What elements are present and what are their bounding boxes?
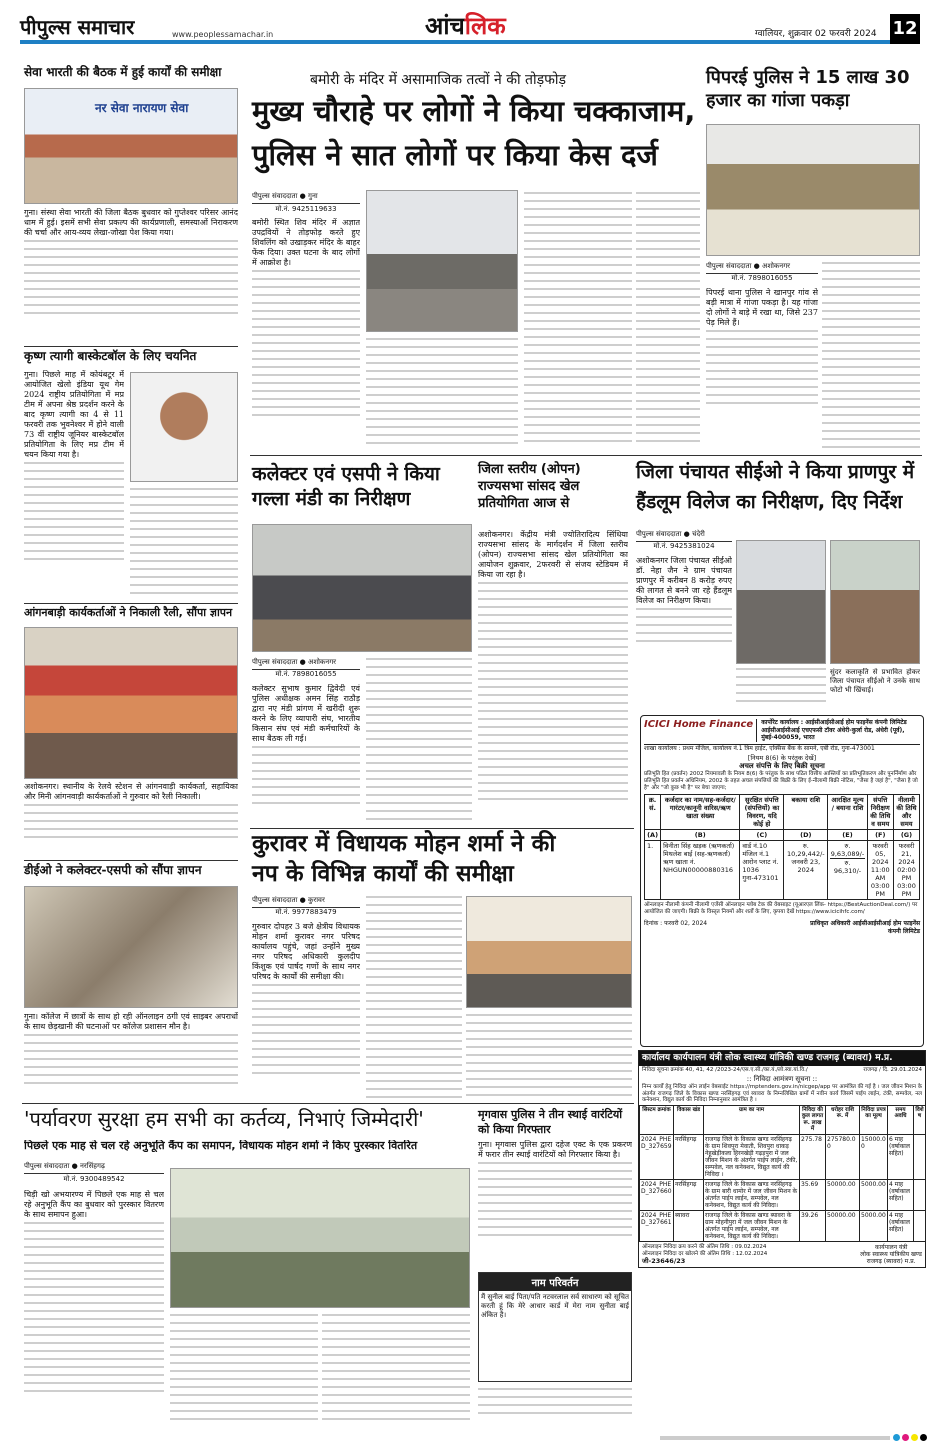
headline-krishna: कृष्ण त्यागी बास्केटबॉल के लिए चयनित xyxy=(24,349,197,363)
article-anganwadi-body: अशोकनगर। स्थानीय के रेलवे स्टेशन से आंगनवाड़ी कार्यकर्ता, सहायिका और मिनी आंगनवाड़ी कार्यकर्ताओं ने गुरुवार को रैली निकाली। xyxy=(24,782,238,858)
col-header: बकाया राशि xyxy=(784,794,828,829)
cell-borrower: विनीता सिंह खड़क (ऋणकर्ता) मिथलेश बाई (सह-ऋणकर्ता) ऋण खाता नं. NHGUN00000880316 xyxy=(661,840,740,899)
article-mrigwas-body: गुना। मृगवास पुलिस द्वारा दहेज एक्ट के एक प्रकरण में फरार तीन स्थाई वारंटियों को गिरफ्तार किया है। xyxy=(478,1140,632,1268)
mobile-paryavaran: मो.नं. 9300489542 xyxy=(63,1175,125,1183)
mobile-piprai: मो.नं. 7898016055 xyxy=(731,274,793,282)
mobile-mandi: मो.नं. 7898016055 xyxy=(275,670,337,678)
article-kurawar-text-col xyxy=(466,1014,632,1098)
cell-block: नरसिंहगढ़ xyxy=(674,1179,704,1210)
col-letter: (F) xyxy=(867,829,893,840)
article-kurawar-body: गुरुवार दोपहर 3 बजे क्षेत्रीय विधायक मोहन शर्मा कुरावर नगर परिषद कार्यालय पहुंचे, जहां उन्होंने मुख्य नगर परिषद अधिकारी कुलदीप किंशुक एवं पार्षद गणों के साथ नगर परिषद के कार्यों की समीक्षा की। xyxy=(252,922,360,1098)
article-paryavaran-text-col xyxy=(170,1314,318,1420)
cell-village: राजगढ़ जिले के विकास खण्ड नरसिंहगढ़ के ग्राम शिवपुरा मेवाती, शिवपुरा धाकड़ नेहूखेड़ीकला हिरनखेड़ी गढ़ड़पुरा में जल जीवन मिशन के अंतर्गत पाईप लाईन, टंकी, सम्पवेल, नल कनेक्शन, विद्युत कार्य की निविदा । xyxy=(704,1134,800,1179)
cell-sno: 1. xyxy=(645,840,661,899)
article-paryavaran-text-col xyxy=(322,1314,470,1420)
cell-emd: 275780.00 xyxy=(826,1134,860,1179)
tender-title: कार्यालय कार्यपालन यंत्री लोक स्वास्थ्य यांत्रिकी खण्ड राजगढ़ (ब्यावरा) म.प्र. xyxy=(639,1051,925,1066)
icici-footer: ऑनलाइन नीलामी कंपनी नीलामी एजेंसी ऑनलाइन ग्लोब टेक की वेबसाइट (यूआरएल लिंक- https://BestAuctionDeal.com/) पर आयोजित की जाएगी। बिक्री के विस्तृत नियमों और शर्तों के लिए, कृपया देखें https://www.icicihfc.com/ xyxy=(644,901,918,915)
byline-piprai: पीपुल्स संवाददाता ● अशोकनगर xyxy=(706,262,818,274)
naam-parivartan-title: नाम परिवर्तन xyxy=(479,1273,631,1291)
icici-signatory: प्राधिकृत अधिकारी आईसीआईसीआई होम फाइनेंस कंपनी लिमिटेड xyxy=(810,919,920,935)
cell-cost: 275.78 xyxy=(800,1134,826,1179)
article-pranpur-tail: सुंदर कलाकृति से प्रभावित होकर जिला पंचायत सीईओ ने उनके साथ फोटो भी खिंचाई। xyxy=(830,668,920,694)
article-paryavaran-body: चिड़ी खो अभयारण्य में पिछले एक माह से चल रहे अनुभूति कैंप का बुधवार को पुरस्कार वितरण के साथ समापन हुआ। xyxy=(24,1190,164,1420)
col-header: विकास खंड xyxy=(674,1105,704,1134)
col-header: निविदा प्रपत्र का मूल्य xyxy=(860,1105,888,1134)
divider xyxy=(250,455,922,456)
icici-auction-table xyxy=(644,794,920,900)
cell-remark xyxy=(914,1210,926,1241)
col-header: कर्जदार का नाम/सह-कर्जदार/गारंटर/कानूनी वारिस/ऋण खाता संख्या xyxy=(661,794,740,829)
header-rule xyxy=(20,40,890,44)
col-header: क्र. सं. xyxy=(645,794,661,829)
mobile-kurawar: मो.नं. 9977883479 xyxy=(275,908,337,916)
cell-remark xyxy=(914,1179,926,1210)
headline-pranpur-2: हैंडलूम विलेज का निरीक्षण, दिए निर्देश xyxy=(636,491,903,513)
divider xyxy=(24,603,238,604)
cell-fee: 5000.00 xyxy=(860,1179,888,1210)
byline-kurawar: पीपुल्स संवाददाता ● कुरावर xyxy=(252,896,360,908)
article-bamori-body: बमोरी स्थित शिव मंदिर में अज्ञात उपद्रवियों ने तोड़फोड़ करते हुए शिवलिंग को उखाड़कर मंदिर के बाहर फेंक दिया। उक्त घटना के बाद लोगों में आक्रोश है। xyxy=(252,218,360,446)
icici-rule: [नियम 8(6) के परंतुक देखें] xyxy=(747,753,817,762)
section-title xyxy=(425,13,506,39)
col-header: निविदा की कुल लागत रू. लाख में xyxy=(800,1105,826,1134)
photo-krishna-tyagi xyxy=(130,372,238,482)
table-row xyxy=(645,840,920,899)
tender-intro: निम्न कार्यों हेतु निविदा ऑन लाईन वेबसाईट https://mptenders.gov.in/nicgep/app पर आमंत्रित की गई है । जल जीवन मिशन के अंतर्गत राजगढ़ जिले के विकास खण्ड नरसिंहगढ़ एवं ब्यावरा के निम्नलिखित ग्रामों में नवीन कार्य जिसमें पाईप लाईन, टंकी, सम्पवेल, नल कनेक्शन, विद्युत कार्य की निविदा निम्नानुसार आमंत्रित है । xyxy=(642,1084,922,1103)
byline-paryavaran: पीपुल्स संवाददाता ● नरसिंहगढ़ xyxy=(24,1162,164,1174)
cell-village: राजगढ़ जिले के विकास खण्ड नरसिंहगढ़ के ग्राम बारी धामोर में जल जीवन मिशन के अंतर्गत पाईप लाईन, सम्पवेल, नल कनेक्शन, विद्युत कार्य की निविदा। xyxy=(704,1179,800,1210)
article-bamori-text-col xyxy=(366,338,518,444)
col-letter: (G) xyxy=(893,829,919,840)
cell-block: ब्यावरा xyxy=(674,1210,704,1241)
table-row xyxy=(640,1179,926,1210)
tender-date: राजगढ़ / दि. 29.01.2024 xyxy=(863,1067,922,1073)
photo-anubhuti-camp xyxy=(170,1168,470,1308)
naam-parivartan-box xyxy=(478,1272,632,1382)
col-header: सुरक्षित संपत्ति (संपत्तियों) का विवरण, यदि कोई हो xyxy=(740,794,784,829)
sign-1: कार्यपालन यंत्री xyxy=(875,1243,908,1251)
byline-mandi: पीपुल्स संवाददाता ● अशोकनगर xyxy=(252,658,360,670)
kicker-bamori: बमोरी के मंदिर में असामाजिक तत्वों ने की तोड़फोड़ xyxy=(310,72,567,88)
col-letter: (D) xyxy=(784,829,828,840)
mobile-pranpur: मो.नं. 9425381024 xyxy=(653,542,715,550)
table-row xyxy=(640,1210,926,1241)
headline-paryavaran: 'पर्यावरण सुरक्षा हम सभी का कर्तव्य, निभाएं जिम्मेदारी' xyxy=(24,1107,424,1131)
tender-notice xyxy=(638,1050,926,1268)
col-header: विशेष xyxy=(914,1105,926,1134)
article-pranpur-text-col xyxy=(736,668,826,706)
byline-pranpur: पीपुल्स संवाददाता ● चंदेरी xyxy=(636,530,732,542)
article-mandi-text-col xyxy=(366,658,472,822)
article-pranpur-body: अशोकनगर जिला पंचायत सीईओ डॉ. नेहा जैन ने ग्राम पंचायत प्राणपुर में करीबन 8 करोड़ रुपए की लागत से बनने जा रहे हैंडलूम विलेज का निरीक्षण किया। xyxy=(636,556,732,706)
icici-title: अचल संपत्ति के लिए बिक्री सूचना xyxy=(739,761,825,770)
col-letter: (B) xyxy=(661,829,740,840)
website-link[interactable]: www.peoplessamachar.in xyxy=(172,30,274,39)
article-piprai-body: पिपरई थाना पुलिस ने खानपुर गांव से बड़ी मात्रा में गांजा पकड़ा है। यह गांजा दो लोगों ने बाड़े में रखा था, जिसे 237 पेड़ मिले हैं। xyxy=(706,288,818,448)
divider xyxy=(250,828,634,829)
registration-dots xyxy=(893,1434,927,1441)
headline-pranpur-1: जिला पंचायत सीईओ ने किया प्राणपुर में xyxy=(636,461,915,483)
article-mandi-body: कलेक्टर सुभाष कुमार द्विवेदी एवं पुलिस अधीक्षक अमन सिंह राठौड़ द्वारा नए मंडी प्रांगण में खरीदी शुरू करने के लिए व्यापारी संघ, भारतीय किसान संघ एवं मंडी कर्मचारियों के साथ बैठक ली गई। xyxy=(252,684,360,822)
headline-seva: सेवा भारती की बैठक में हुई कार्यों की समीक्षा xyxy=(24,65,222,79)
headline-anganwadi: आंगनबाड़ी कार्यकर्ताओं ने निकाली रैली, सौंपा ज्ञापन xyxy=(24,606,233,619)
section-title-a: आंच xyxy=(425,12,465,40)
icici-date: दिनांक : फरवरी 02, 2024 xyxy=(644,919,708,927)
headline-bamori-1: मुख्य चौराहे पर लोगों ने किया चक्काजाम, xyxy=(252,94,696,128)
article-krishna-body: गुना। पिछले माह में कोयंबटूर में आयोजित खेलो इंडिया यूथ गेम 2024 राष्ट्रीय प्रतियोगिता में मप्र टीम में अपना श्रेष्ठ प्रदर्शन करने के बाद कृष्ण त्यागी का 4 से 11 फरवरी तक भुवनेश्वर में होने वाली 73 वीं राष्ट्रीय जूनियर बास्केटबॉल प्रतियोगिता के लिए मप्र टीम में चयन किया गया है। xyxy=(24,370,124,600)
subhead-paryavaran: पिछले एक माह से चल रहे अनुभूति कैंप का समापन, विधायक मोहन शर्मा ने किए पुरस्कार वितरित xyxy=(24,1140,418,1152)
cell-reserve xyxy=(828,840,867,899)
table-row xyxy=(640,1134,926,1179)
cell-property: वार्ड नं.10 मंजिल नं.1 आरोन प्लाट नं. 1036 गुना-473101 xyxy=(740,840,784,899)
tender-ref: निविदा सूचना क्रमांक 40, 41, 42 /2023-24/एस.ए.सी./का.यं./लो.स्वा.यां.वि./ xyxy=(642,1067,808,1073)
cell-fee: 5000.00 xyxy=(860,1210,888,1241)
article-bamori-text-col xyxy=(636,192,700,444)
reserve-price: रु. 9,63,089/- xyxy=(830,841,865,858)
newspaper-logo: पीपुल्स समाचार xyxy=(20,15,135,39)
headline-mandi: कलेक्टर एवं एसपी ने किया गल्ला मंडी का निरीक्षण xyxy=(252,463,440,510)
byline-bamori: पीपुल्स संवाददाता ● गुना xyxy=(252,192,360,204)
cell-cost: 39.26 xyxy=(800,1210,826,1241)
icici-branch: शाखा कार्यालय : प्रथम मंजिल, कार्यालय नं.1 त्रिम हाईट, एक्सिस बैंक के सामने, एबी रोड, गुना-473001 xyxy=(644,744,875,752)
cell-block: नरसिंहगढ़ xyxy=(674,1134,704,1179)
photo-deo-memorandum xyxy=(24,886,238,1008)
cell-emd: 50000.00 xyxy=(826,1210,860,1241)
deadline-open: ऑनलाइन निविदा दर खोलने की अंतिम तिथि : 12.02.2024 xyxy=(642,1250,768,1257)
deadline-purchase: ऑनलाइन निविदा क्रय करने की अंतिम तिथि : 09.02.2024 xyxy=(642,1243,767,1250)
cell-emd: 50000.00 xyxy=(826,1179,860,1210)
cell-fee: 15000.00 xyxy=(860,1134,888,1179)
tender-table xyxy=(639,1105,926,1242)
photo-chakkajam xyxy=(366,190,518,332)
headline-kurawar-1: कुरावर में विधायक मोहन शर्मा ने की xyxy=(252,831,556,857)
article-piprai-text-col xyxy=(822,262,920,448)
col-letter: (E) xyxy=(828,829,867,840)
issue-date: ग्वालियर, शुक्रवार 02 फरवरी 2024 xyxy=(755,29,877,39)
photo-ganja-seizure xyxy=(706,124,920,256)
col-header: नीलामी की तिथि और समय xyxy=(893,794,919,829)
emd: रु. 96,310/- xyxy=(830,858,864,875)
article-kurawar-text-col xyxy=(366,896,462,1098)
icici-intro: प्रतिभूति हित (प्रवर्तन) 2002 नियमावली के नियम 8(6) के परंतुक के साथ पठित वित्तीय आस्तियों का प्रतिभूतिकरण और पुनर्निर्माण और प्रतिभूति हित प्रवर्तन अधिनियम, 2002 के तहत अचल संपत्तियों की बिक्री के लिए ई-नीलामी बिक्री नोटिस, "जैसा है जहां है", "जैसा है जो है" और "जो कुछ भी है" पर बेचा जाएगा; xyxy=(644,770,918,791)
photo-anganwadi-rally xyxy=(24,627,238,779)
mobile-bamori: मो.नं. 9425119633 xyxy=(275,205,337,213)
section-title-b: लिक xyxy=(464,12,506,40)
headline-deo: डीईओ ने कलेक्टर-एसपी को सौंपा ज्ञापन xyxy=(24,863,202,877)
col-header: संपत्ति निरीक्षण की तिथि व समय xyxy=(867,794,893,829)
sign-3: राजगढ़ (ब्यावरा) म.प्र. xyxy=(866,1257,916,1265)
article-krishna-text-col xyxy=(130,488,238,598)
cell-id: 2024_PHED_327661 xyxy=(640,1210,674,1241)
sign-2: लोक स्वास्थ्य यांत्रिकीय खण्ड xyxy=(860,1250,922,1258)
col-header: धरोहर राशि रू. में xyxy=(826,1105,860,1134)
cell-period: 6 माह (वर्षाकाल सहित) xyxy=(888,1134,914,1179)
col-header: समय अवधि xyxy=(888,1105,914,1134)
col-header: ग्राम का नाम xyxy=(704,1105,800,1134)
headline-mrigwas: मृगवास पुलिस ने तीन स्थाई वारंटियों को किया गिरफ्तार xyxy=(478,1108,623,1136)
tender-notice-title: :: निविदा आमंत्रण सूचना :: xyxy=(746,1075,818,1083)
naam-parivartan-body: मैं सुनील बाई पिता/पति नटवरलाल सर्व साधारण को सूचित करती हूं कि मेरे आधार कार्ड में मेरा नाम सुनीता बाई अंकित है। xyxy=(481,1293,629,1319)
article-bamori-text-col xyxy=(524,192,632,444)
photo-handloom-village xyxy=(736,540,826,664)
banner-text: नर सेवा नारायण सेवा xyxy=(95,101,189,115)
photo-handloom-village-2 xyxy=(830,540,920,664)
headline-bamori-2: पुलिस ने सात लोगों पर किया केस दर्ज xyxy=(252,138,658,172)
photo-kurawar-meeting xyxy=(466,896,632,1008)
icici-logo: ICICI Home Finance xyxy=(644,719,757,742)
cell-village: राजगढ़ जिले के विकास खण्ड ब्यावरा के ग्राम मोहनीपुरा में जल जीवन मिशन के अंतर्गत पाईप लाईन, सम्पवेल, नल कनेक्शन, विद्युत कार्य की निविदा। xyxy=(704,1210,800,1241)
icici-auction-notice xyxy=(640,715,924,1047)
photo-mandi-inspection xyxy=(252,524,472,652)
divider xyxy=(24,860,238,861)
article-mrigwas-text-col xyxy=(478,1388,632,1420)
col-header: सिस्टम क्रमांक xyxy=(640,1105,674,1134)
icici-office: कार्पोरेट कार्यालय : आईसीआईसीआई होम फाइनेंस कंपनी लिमिटेड आईसीआईसीआई एचएफसी टॉवर अंधेरी-कुर्ला रोड, अंधेरी (पूर्व), मुंबई-400059, भारत xyxy=(761,719,907,741)
divider xyxy=(24,346,238,347)
headline-piprai: पिपरई पुलिस ने 15 लाख 30 हजार का गांजा पकड़ा xyxy=(706,67,910,112)
cell-inspection: फरवरी 05, 2024 11:00 AM 03:00 PM xyxy=(867,840,893,899)
headline-khel: जिला स्तरीय (ओपन) राज्यसभा सांसद खेल प्रतियोगिता आज से xyxy=(478,462,581,511)
headline-kurawar-2: नप के विभिन्न कार्यों की समीक्षा xyxy=(252,861,514,887)
article-khel-body: अशोकनगर। केंद्रीय मंत्री ज्योतिरादित्य सिंधिया राज्यसभा सांसद के मार्गदर्शन में जिला स्तरीय (ओपन) राज्यसभा सांसद खेल प्रतियोगिता का आयोजन शुक्रवार, 2फरवरी से संजय स्टेडियम में किया जा रहा है। xyxy=(478,530,628,822)
cell-remark xyxy=(914,1134,926,1179)
cell-due: रु. 10,29,442/- जनवरी 23, 2024 xyxy=(784,840,828,899)
col-header: आरक्षित मूल्य / बयाना राशि xyxy=(828,794,867,829)
photo-seva-bharati xyxy=(24,88,238,204)
cell-cost: 35.69 xyxy=(800,1179,826,1210)
cell-auction: फरवरी 21, 2024 02:00 PM 03:00 PM xyxy=(893,840,919,899)
col-letter: (A) xyxy=(645,829,661,840)
masthead xyxy=(20,8,920,44)
cell-period: 4 माह (वर्षाकाल सहित) xyxy=(888,1210,914,1241)
cell-id: 2024_PHED_327660 xyxy=(640,1179,674,1210)
col-letter: (C) xyxy=(740,829,784,840)
cell-id: 2024_PHED_327659 xyxy=(640,1134,674,1179)
divider xyxy=(22,1103,634,1104)
article-deo-body: गुना। कॉलेज में छात्रों के साथ हो रही ऑनलाइन ठगी एवं साइबर अपराधों के साथ छेड़खानी की घटनाओं पर कॉलेज प्रशासन मौन है। xyxy=(24,1012,238,1098)
article-seva-body: गुना। संस्था सेवा भारती की जिला बैठक बुधवार को गुप्तेश्वर परिसर आनंद धाम में हुई। इसमें सभी सेवा प्रकल्प की कार्यप्रणाली, समस्याओं निराकरण की चर्चा और आय-व्यय लेखा-जोखा पेश किया गया। xyxy=(24,208,238,343)
cell-period: 4 माह (वर्षाकाल सहित) xyxy=(888,1179,914,1210)
color-registration-bar xyxy=(660,1436,890,1440)
tender-code: जी-23646/23 xyxy=(642,1256,686,1265)
page-number: 12 xyxy=(890,14,920,44)
